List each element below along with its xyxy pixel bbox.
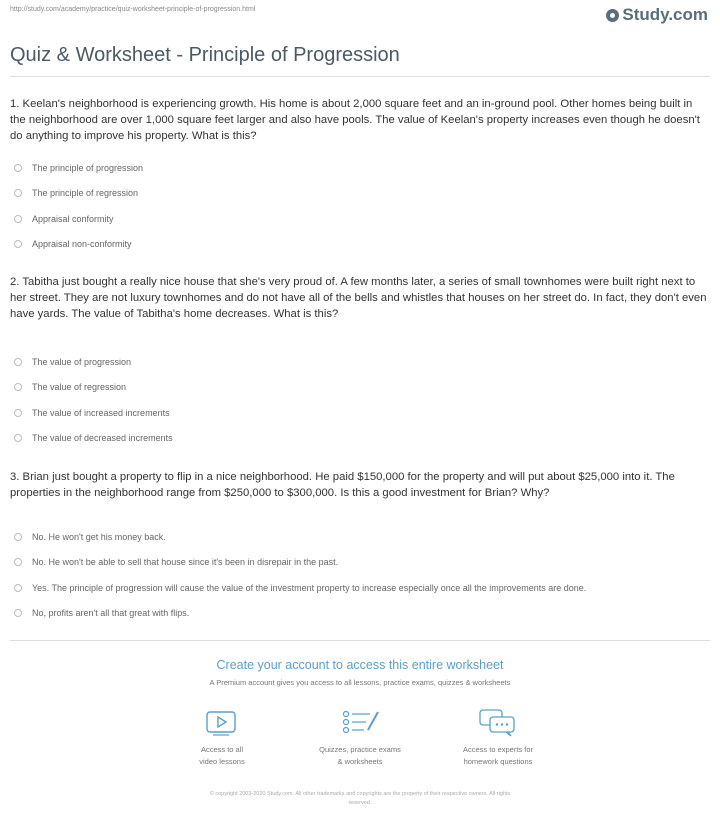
answer-label: No. He won't be able to sell that house since it's been in disrepair in the past. [32,557,339,568]
video-lesson-icon [205,708,239,738]
answer-label: No. He won't get his money back. [32,531,166,542]
feature-line-1: Quizzes, practice exams [319,745,401,754]
title-divider [10,76,710,77]
question-1-text: 1. Keelan's neighborhood is experiencing growth. His home is about 2,000 square feet and an in-ground pool. Other homes being built in the neighborhood are over 1,000 square feet larger and also have pools. The value of Keelan's property increases even though he doesn't do anything to improve his property. What is this? [10,98,700,142]
radio-icon[interactable] [14,215,22,223]
answer-option[interactable] [14,206,714,232]
answer-label: The value of decreased increments [32,433,173,444]
cta-title-link[interactable]: Create your account to access this entire worksheet [216,658,504,672]
answer-option[interactable] [14,155,714,181]
copyright-line-1: © copyright 2003-2020 Study.com. All other trademarks and copyrights are the property of their respective owners. All rights [209,791,511,797]
premium-features [0,708,720,778]
answer-label: No, profits aren't all that great with flips. [32,608,190,619]
logo-text: Study.com [622,5,708,24]
answer-option[interactable] [14,426,714,452]
answer-label: The principle of regression [32,188,139,199]
feature-line-1: Access to experts for [462,745,534,754]
quiz-checklist-icon [340,708,380,738]
answer-label: The value of regression [32,382,127,393]
radio-icon[interactable] [14,558,22,566]
answer-option[interactable] [14,400,714,426]
study-logo-icon [606,9,619,22]
copyright-line-2: reserved. [348,800,372,806]
answer-option[interactable] [14,349,714,375]
question-2-options [14,349,714,451]
answer-option[interactable] [14,575,714,601]
copyright-notice [140,790,580,808]
feature-video-lessons [152,708,292,768]
page-title: Quiz & Worksheet - Principle of Progression [10,44,400,66]
radio-icon[interactable] [14,240,22,248]
answer-label: Yes. The principle of progression will cause the value of the investment property to increase especially once all the improvements are done. [32,582,587,593]
radio-icon[interactable] [14,164,22,172]
answer-label: The principle of progression [32,162,144,173]
feature-experts [428,708,568,768]
chat-bubble-icon [478,708,518,738]
cta-subtitle: A Premium account gives you access to all lessons, practice exams, quizzes & worksheets [209,678,511,687]
answer-label: The value of increased increments [32,407,170,418]
radio-icon[interactable] [14,189,22,197]
answer-option[interactable] [14,550,714,576]
question-1-options [14,155,714,257]
question-3-text: 3. Brian just bought a property to flip in a nice neighborhood. He paid $150,000 for the property and will put about $25,000 into it. The properties in the neighborhood range from $250,000 to $300,000. Is this a good investment for Brian? Why? [10,471,675,499]
radio-icon[interactable] [14,434,22,442]
feature-line-2: homework questions [463,757,533,766]
answer-option[interactable] [14,375,714,401]
answer-label: The value of progression [32,356,132,367]
radio-icon[interactable] [14,358,22,366]
radio-icon[interactable] [14,383,22,391]
feature-line-2: video lessons [199,757,245,766]
answer-label: Appraisal conformity [32,213,114,224]
study-logo[interactable] [606,5,708,25]
question-3-options [14,524,714,626]
radio-icon[interactable] [14,409,22,417]
radio-icon[interactable] [14,584,22,592]
answer-option[interactable] [14,181,714,207]
radio-icon[interactable] [14,609,22,617]
cta-divider [10,640,710,641]
answer-option[interactable] [14,524,714,550]
question-2-text: 2. Tabitha just bought a really nice house that she's very proud of. A few months later, a series of small townhomes were built right next to her street. They are not luxury townhomes and do not have all of the bells and whistles that houses on her street do. In fact, they don't even have yards. The value of Tabitha's home decreases. What is this? [10,276,707,320]
page-url: http://study.com/academy/practice/quiz-worksheet-principle-of-progression.html [10,6,256,13]
feature-line-1: Access to all [200,745,244,754]
radio-icon[interactable] [14,533,22,541]
feature-quizzes [290,708,430,768]
feature-line-2: & worksheets [337,757,383,766]
answer-option[interactable] [14,232,714,258]
answer-option[interactable] [14,601,714,627]
answer-label: Appraisal non-conformity [32,239,132,250]
